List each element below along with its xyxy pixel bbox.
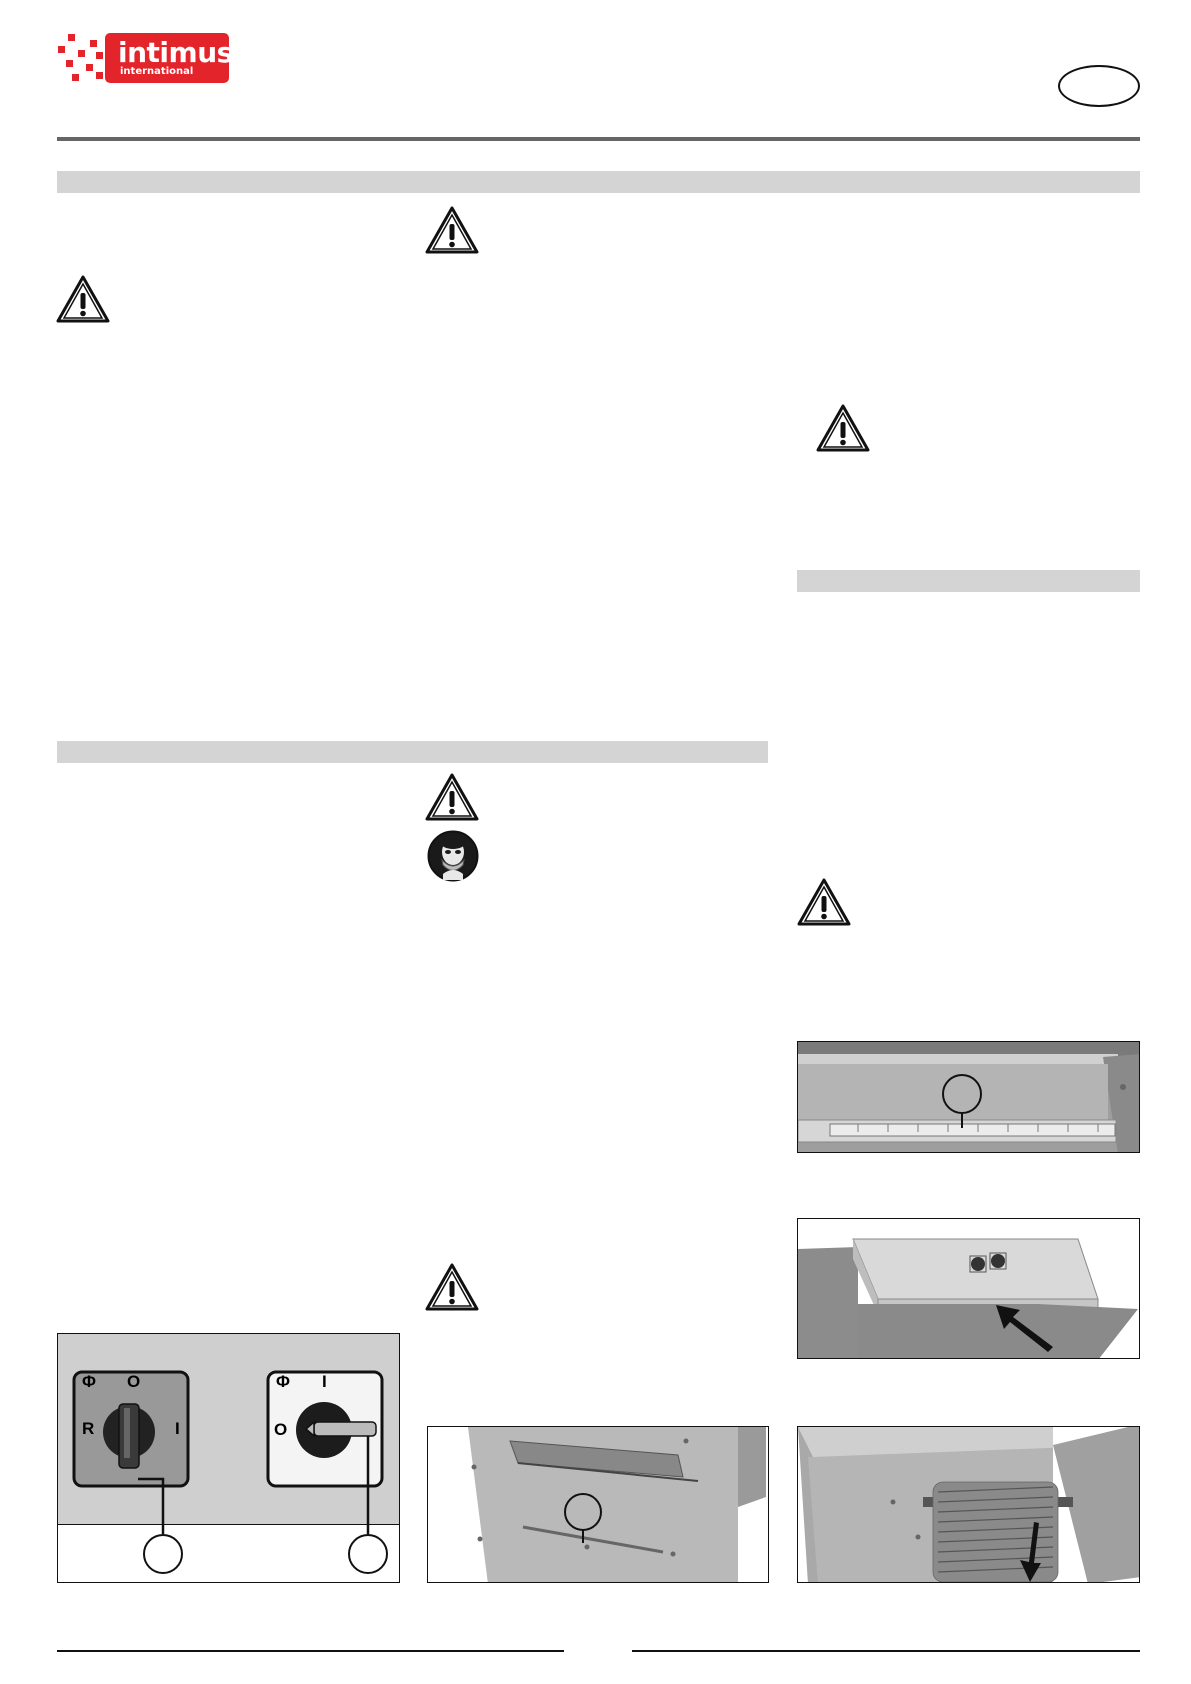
- section-bar-middle: [57, 741, 768, 763]
- section-bar-top: [57, 171, 1140, 193]
- switch-label: Φ: [276, 1372, 290, 1391]
- switch-label: I: [175, 1419, 180, 1438]
- housing-slot-figure: [427, 1426, 769, 1583]
- brand-logo: [105, 33, 233, 83]
- face-mask-icon: [427, 830, 479, 882]
- brand-subtitle: international: [120, 66, 194, 77]
- warning-triangle-icon: [816, 403, 870, 453]
- warning-triangle-icon: [425, 772, 479, 822]
- switch-label: O: [274, 1420, 288, 1439]
- feed-direction-figure: [797, 1218, 1140, 1359]
- brand-name: intimus: [118, 36, 233, 69]
- warning-triangle-icon: [56, 274, 110, 324]
- warning-triangle-icon: [425, 1262, 479, 1312]
- header-rule: [57, 137, 1140, 141]
- scale-ruler-figure: [797, 1041, 1140, 1153]
- switch-label: I: [322, 1372, 327, 1391]
- callout-lines: [58, 1334, 400, 1583]
- section-bar-right: [797, 570, 1140, 592]
- warning-triangle-icon: [797, 877, 851, 927]
- footer-rule-left: [57, 1650, 564, 1652]
- shredded-output-figure: [797, 1426, 1140, 1583]
- footer-rule-right: [632, 1650, 1140, 1652]
- switch-label: Φ: [82, 1372, 96, 1391]
- switch-label: O: [127, 1372, 141, 1391]
- switch-panel-figure: [57, 1333, 400, 1583]
- switch-label: R: [82, 1419, 95, 1438]
- warning-triangle-icon: [425, 205, 479, 255]
- language-badge: [1058, 65, 1140, 107]
